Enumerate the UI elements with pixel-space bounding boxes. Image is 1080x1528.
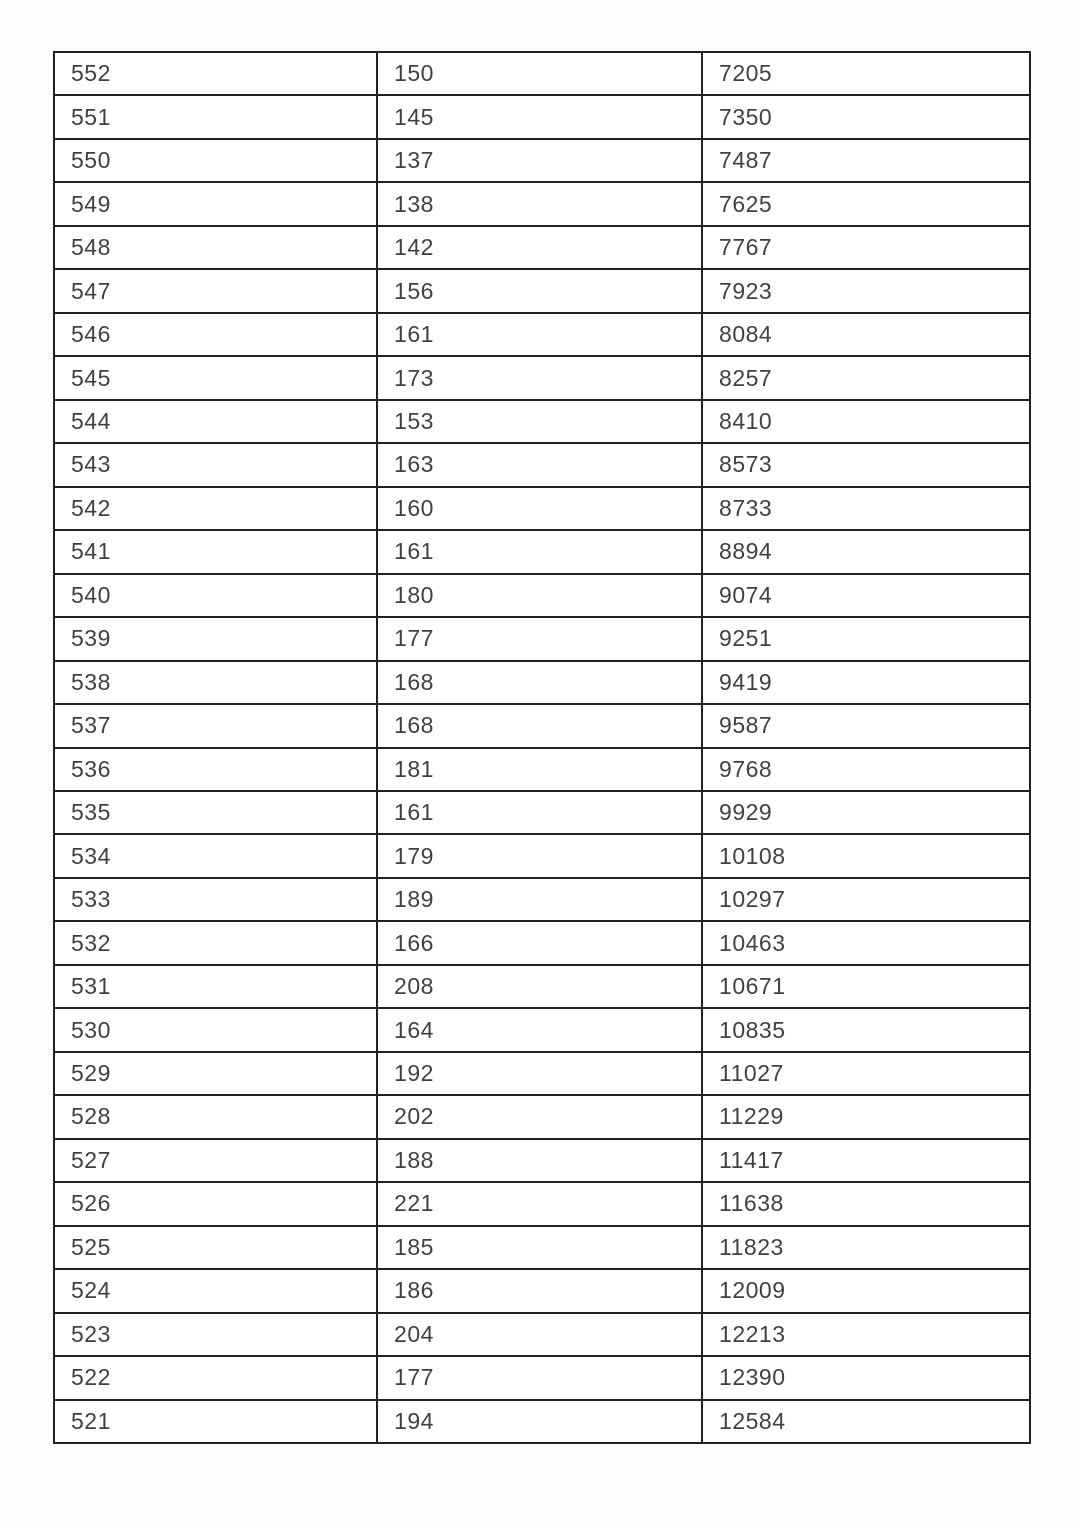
table-cell: 8410 — [702, 400, 1030, 443]
table-cell: 181 — [377, 748, 702, 791]
table-cell: 189 — [377, 878, 702, 921]
table-cell: 8733 — [702, 487, 1030, 530]
table-cell: 138 — [377, 182, 702, 225]
table-cell: 12390 — [702, 1356, 1030, 1399]
table-row — [54, 965, 1030, 1008]
table-cell: 156 — [377, 269, 702, 312]
table-cell: 188 — [377, 1139, 702, 1182]
table-cell: 11229 — [702, 1095, 1030, 1138]
table-cell: 10463 — [702, 921, 1030, 964]
table-cell: 544 — [54, 400, 377, 443]
table-cell: 535 — [54, 791, 377, 834]
table-cell: 543 — [54, 443, 377, 486]
table-cell: 161 — [377, 791, 702, 834]
table-row — [54, 530, 1030, 573]
table-cell: 177 — [377, 1356, 702, 1399]
table-body — [54, 52, 1030, 1443]
table-cell: 7767 — [702, 226, 1030, 269]
table-cell: 531 — [54, 965, 377, 1008]
table-cell: 137 — [377, 139, 702, 182]
table-cell: 527 — [54, 1139, 377, 1182]
table-row — [54, 1095, 1030, 1138]
table-cell: 9251 — [702, 617, 1030, 660]
table-cell: 547 — [54, 269, 377, 312]
table-cell: 7625 — [702, 182, 1030, 225]
table-cell: 145 — [377, 95, 702, 138]
table-cell: 8894 — [702, 530, 1030, 573]
table-cell: 9587 — [702, 704, 1030, 747]
table-row — [54, 1052, 1030, 1095]
table-row — [54, 1226, 1030, 1269]
table-cell: 537 — [54, 704, 377, 747]
table-row — [54, 574, 1030, 617]
table-cell: 10297 — [702, 878, 1030, 921]
table-cell: 177 — [377, 617, 702, 660]
table-cell: 526 — [54, 1182, 377, 1225]
table-cell: 7205 — [702, 52, 1030, 95]
table-row — [54, 1139, 1030, 1182]
table-row — [54, 1313, 1030, 1356]
table-cell: 532 — [54, 921, 377, 964]
table-cell: 9074 — [702, 574, 1030, 617]
table-cell: 11417 — [702, 1139, 1030, 1182]
table-cell: 12584 — [702, 1400, 1030, 1443]
table-cell: 552 — [54, 52, 377, 95]
table-cell: 538 — [54, 661, 377, 704]
table-row — [54, 1269, 1030, 1312]
table-cell: 179 — [377, 834, 702, 877]
table-cell: 534 — [54, 834, 377, 877]
table-row — [54, 226, 1030, 269]
table-cell: 168 — [377, 661, 702, 704]
table-cell: 10108 — [702, 834, 1030, 877]
table-row — [54, 182, 1030, 225]
table-cell: 533 — [54, 878, 377, 921]
table-cell: 12213 — [702, 1313, 1030, 1356]
table-cell: 8573 — [702, 443, 1030, 486]
table-cell: 186 — [377, 1269, 702, 1312]
table-cell: 523 — [54, 1313, 377, 1356]
table-cell: 161 — [377, 313, 702, 356]
table-cell: 529 — [54, 1052, 377, 1095]
table-cell: 161 — [377, 530, 702, 573]
table-row — [54, 139, 1030, 182]
table-row — [54, 356, 1030, 399]
table-cell: 542 — [54, 487, 377, 530]
table-cell: 541 — [54, 530, 377, 573]
table-cell: 549 — [54, 182, 377, 225]
table-cell: 525 — [54, 1226, 377, 1269]
table-cell: 7487 — [702, 139, 1030, 182]
table-cell: 521 — [54, 1400, 377, 1443]
table-cell: 180 — [377, 574, 702, 617]
table-row — [54, 1356, 1030, 1399]
table-cell: 221 — [377, 1182, 702, 1225]
table-cell: 185 — [377, 1226, 702, 1269]
table-row — [54, 95, 1030, 138]
table-cell: 9929 — [702, 791, 1030, 834]
table-cell: 202 — [377, 1095, 702, 1138]
table-cell: 540 — [54, 574, 377, 617]
score-distribution-table — [53, 51, 1031, 1444]
table-row — [54, 1008, 1030, 1051]
table-row — [54, 313, 1030, 356]
table-row — [54, 661, 1030, 704]
table-cell: 8257 — [702, 356, 1030, 399]
table-cell: 11823 — [702, 1226, 1030, 1269]
table-row — [54, 791, 1030, 834]
table-cell: 166 — [377, 921, 702, 964]
table-cell: 528 — [54, 1095, 377, 1138]
table-cell: 522 — [54, 1356, 377, 1399]
table-cell: 539 — [54, 617, 377, 660]
table-cell: 548 — [54, 226, 377, 269]
table-row — [54, 921, 1030, 964]
table-cell: 536 — [54, 748, 377, 791]
table-cell: 204 — [377, 1313, 702, 1356]
table-row — [54, 400, 1030, 443]
table-cell: 10671 — [702, 965, 1030, 1008]
table-row — [54, 1400, 1030, 1443]
table-cell: 545 — [54, 356, 377, 399]
table-row — [54, 1182, 1030, 1225]
table-cell: 164 — [377, 1008, 702, 1051]
table-cell: 7923 — [702, 269, 1030, 312]
table-cell: 160 — [377, 487, 702, 530]
table-cell: 524 — [54, 1269, 377, 1312]
table-cell: 9768 — [702, 748, 1030, 791]
table-row — [54, 617, 1030, 660]
table-cell: 208 — [377, 965, 702, 1008]
table-cell: 8084 — [702, 313, 1030, 356]
table-cell: 10835 — [702, 1008, 1030, 1051]
table-cell: 142 — [377, 226, 702, 269]
table-row — [54, 52, 1030, 95]
table-cell: 550 — [54, 139, 377, 182]
table-row — [54, 834, 1030, 877]
table-row — [54, 704, 1030, 747]
table-cell: 9419 — [702, 661, 1030, 704]
table-row — [54, 443, 1030, 486]
table-row — [54, 878, 1030, 921]
table-row — [54, 487, 1030, 530]
table-cell: 192 — [377, 1052, 702, 1095]
table-cell: 551 — [54, 95, 377, 138]
table-cell: 530 — [54, 1008, 377, 1051]
table-cell: 546 — [54, 313, 377, 356]
table-cell: 150 — [377, 52, 702, 95]
table-cell: 194 — [377, 1400, 702, 1443]
table-cell: 163 — [377, 443, 702, 486]
table-cell: 12009 — [702, 1269, 1030, 1312]
table-row — [54, 269, 1030, 312]
table-row — [54, 748, 1030, 791]
table-cell: 168 — [377, 704, 702, 747]
table-cell: 7350 — [702, 95, 1030, 138]
table-cell: 11027 — [702, 1052, 1030, 1095]
table-cell: 173 — [377, 356, 702, 399]
table-cell: 153 — [377, 400, 702, 443]
table-cell: 11638 — [702, 1182, 1030, 1225]
